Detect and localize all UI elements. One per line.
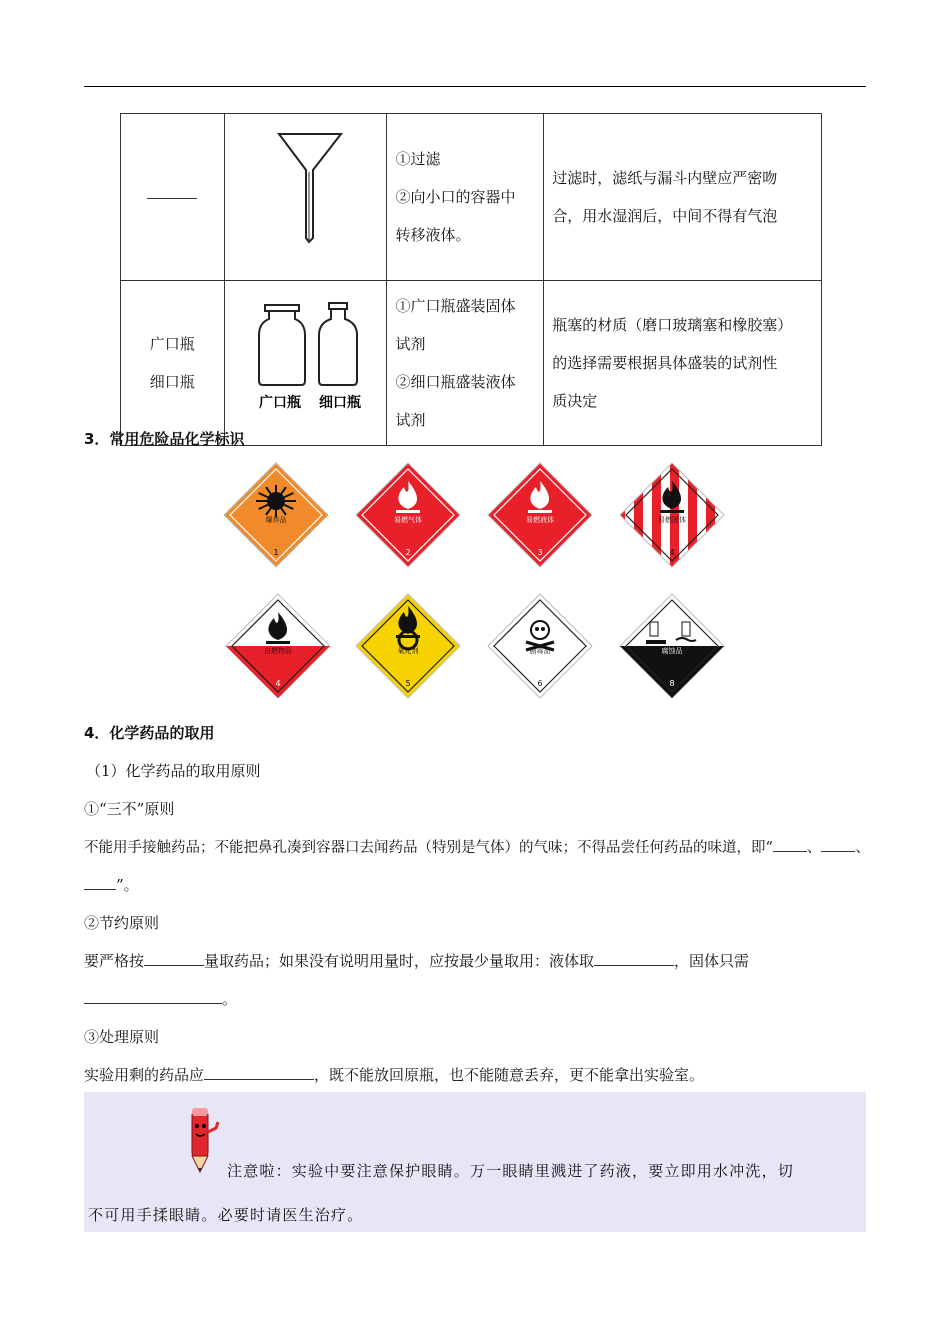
equipment-table [120,113,822,446]
attention-box [84,1092,866,1232]
header-rule [84,86,866,87]
usage-line: 试剂 [395,335,426,353]
hazard-sign [620,463,724,567]
hazard-signs [220,460,730,702]
hazard-sign [620,594,724,698]
name-cell-blank [121,114,225,281]
principle-3-title: ③处理原则 [84,1028,160,1046]
hazard-label: 易燃气体 [394,516,422,524]
usage-line: ①广口瓶盛装固体 [395,297,516,315]
answer-blank [204,1065,314,1080]
note-cell [544,114,822,281]
hazard-sign [356,594,460,698]
pencil-mascot-icon [180,1106,224,1178]
table-row [121,114,822,281]
usage-cell [387,114,544,281]
hazard-class-number: 3 [537,548,543,557]
hazard-sign [488,463,592,567]
note-line: 合，用水湿润后，中间不得有气泡 [552,207,778,225]
funnel-icon [225,114,383,266]
hazard-class-number: 2 [405,548,411,557]
answer-blank [84,989,222,1004]
hazard-label: 剧毒品 [529,647,551,655]
text-span: ，固体只需 [674,952,750,970]
note-line: 瓶塞的材质（磨口玻璃塞和橡胶塞） [552,316,793,334]
section-3-heading: 3．常用危险品化学标识 [84,430,245,448]
note-line: 的选择需要根据具体盛装的试剂性 [552,354,778,372]
answer-blank [147,198,197,199]
usage-line: ②向小口的容器中 [395,188,516,206]
principle-1-text [84,836,870,857]
hazard-label: 氧化剂 [397,647,419,655]
hazard-sign [488,594,592,698]
hazard-class-number: 4 [669,548,675,557]
usage-line: 试剂 [395,411,426,429]
text-span: 实验用剩的药品应 [84,1066,205,1084]
funnel-image-cell [224,114,387,281]
text-span: ，既不能放回原瓶，也不能随意丢弃，更不能拿出实验室。 [314,1066,705,1084]
hazard-sign [224,463,328,567]
answer-blank [144,951,204,966]
hazard-label: 自燃物品 [264,647,292,655]
narrow-bottle-label: 细口瓶 [318,395,361,411]
principle-3-text [84,1064,704,1085]
usage-line: ①过滤 [395,150,441,168]
hazard-sign [356,463,460,567]
section-4-heading: 4．化学药品的取用 [84,724,215,742]
hazard-label: 爆炸品 [265,516,287,524]
principle-1-text-cont [84,874,139,895]
name-line: 广口瓶 [149,335,195,353]
note-cell [544,281,822,446]
hazard-class-number: 8 [669,679,675,688]
text-span: 不能用手接触药品；不能把鼻孔凑到容器口去闻药品（特别是气体）的气味；不得品尝任何药品的味道，即“ [84,840,773,856]
hazard-label: 易燃液体 [526,516,554,524]
note-line: 过滤时，滤纸与漏斗内壁应严密吻 [552,169,778,187]
usage-line: 转移液体。 [395,226,471,244]
text-span: 要严格按 [84,952,145,970]
usage-cell [387,281,544,446]
answer-blank [773,837,807,852]
hazard-class-number: 6 [537,679,543,688]
answer-blank [594,951,674,966]
hazard-sign [226,594,330,698]
note-line: 质决定 [552,392,598,410]
usage-line: ②细口瓶盛装液体 [395,373,516,391]
text-span: 量取药品；如果没有说明用量时，应按最少量取用：液体取 [204,952,595,970]
bottles-image-cell [224,281,387,446]
hazard-class-number: 4 [275,679,281,688]
principle-2-text-cont [84,988,237,1009]
wide-bottle-label: 广口瓶 [258,395,301,411]
name-cell [121,281,225,446]
text-span: 。 [222,990,238,1008]
principle-2-title: ②节约原则 [84,914,160,932]
attention-text-line: 不可用手揉眼睛。必要时请医生治疗。 [88,1206,364,1224]
bottles-icon [225,281,383,431]
hazard-class-number: 1 [273,548,279,557]
table-row [121,281,822,446]
name-line: 细口瓶 [149,373,195,391]
hazard-class-number: 5 [405,679,411,688]
attention-text-line: 注意啦：实验中要注意保护眼睛。万一眼睛里溅进了药液，要立即用水冲洗，切 [227,1162,795,1180]
principle-1-title: ①“三不”原则 [84,800,175,818]
text-span: 、 [806,840,822,856]
answer-blank [84,875,116,890]
principle-2-text [84,950,749,971]
hazard-label: 易燃固体 [658,516,686,524]
answer-blank [821,837,855,852]
text-span: 、 [855,840,870,856]
hazard-label: 腐蚀品 [661,647,683,655]
subheading: （1）化学药品的取用原则 [86,762,261,780]
text-span: ”。 [116,876,139,894]
